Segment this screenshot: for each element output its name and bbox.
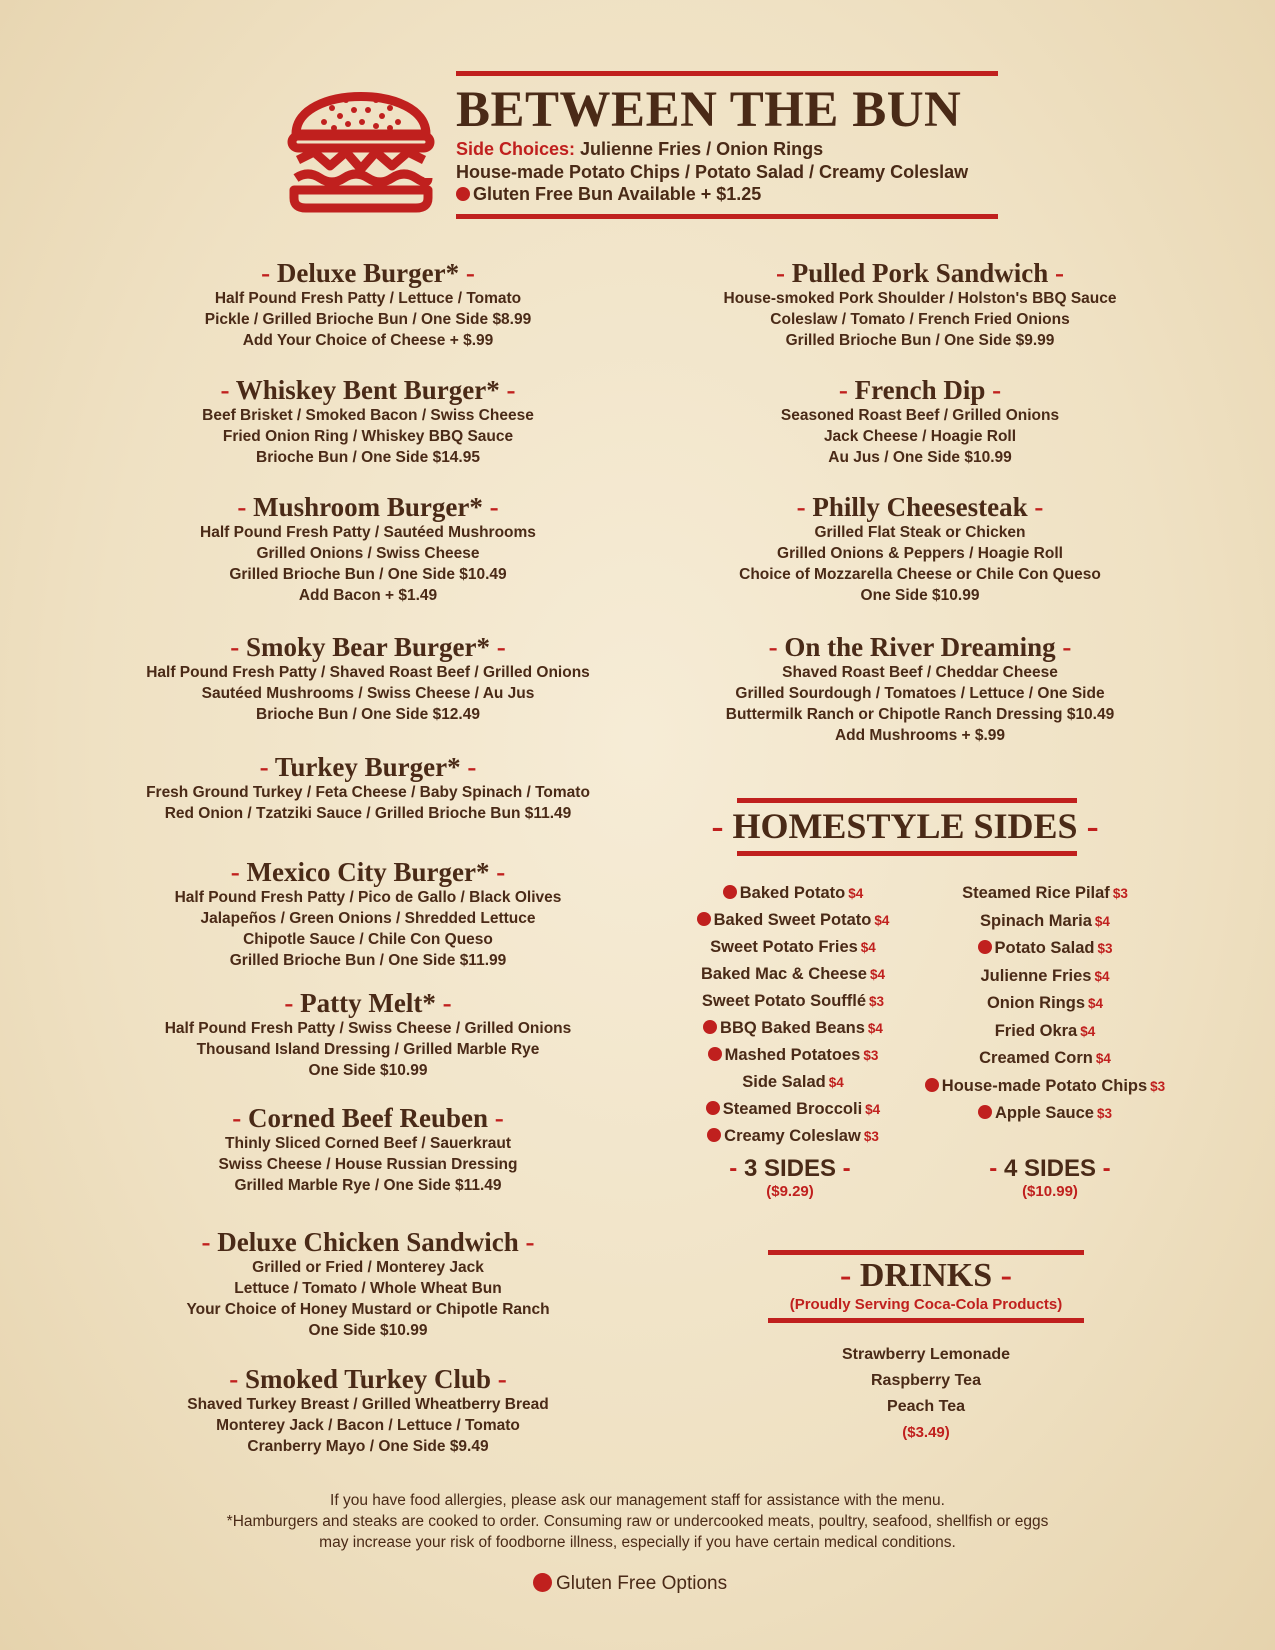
menu-item-description: Half Pound Fresh Patty / Swiss Cheese / Grilled Onions: [164, 1020, 572, 1037]
drink-item: Raspberry Tea: [871, 1372, 981, 1389]
menu-item-description: Shaved Roast Beef / Cheddar Cheese: [782, 664, 1058, 681]
menu-item-description: Brioche Bun / One Side $12.49: [256, 706, 480, 723]
menu-item-description: Seasoned Roast Beef / Grilled Onions: [780, 407, 1060, 424]
side-item-name: Onion Rings: [986, 994, 1086, 1012]
menu-item: [108, 988, 628, 1081]
menu-item-description: Pickle / Grilled Brioche Bun / One Side $8.99: [204, 311, 532, 328]
side-item: [910, 1073, 1180, 1101]
side-item-price: $3: [863, 1129, 879, 1144]
side-item: [668, 880, 918, 907]
side-item-name: Baked Mac & Cheese: [700, 965, 867, 983]
side-item-price: $4: [1094, 968, 1110, 984]
gluten-free-icon: [978, 1105, 992, 1119]
side-item-price: $4: [1094, 913, 1110, 929]
side-item-price: $4: [1080, 1023, 1096, 1039]
gluten-free-bun-text: Gluten Free Bun Available + $1.25: [473, 184, 762, 204]
drinks-title: - DRINKS -: [840, 1257, 1012, 1294]
menu-item-description: House-smoked Pork Shoulder / Holston's BBQ Sauce: [723, 290, 1117, 307]
menu-item-title: - Mushroom Burger* -: [237, 492, 499, 522]
side-item: [910, 908, 1180, 936]
footer-warning-line2: may increase your risk of foodborne illness, especially if you have certain medical conditions.: [319, 1534, 956, 1551]
side-item-price: $4: [860, 940, 876, 955]
side-item-name: Creamed Corn: [979, 1049, 1093, 1067]
menu-item-description: Grilled Onions & Peppers / Hoagie Roll: [777, 545, 1063, 562]
side-item: [910, 963, 1180, 991]
gluten-free-icon: [925, 1078, 939, 1092]
gluten-free-bun-line: [456, 183, 998, 206]
sides-top-rule: [737, 798, 1077, 803]
three-sides: - 3 SIDES - ($9.29): [690, 1155, 890, 1200]
footer-allergy-line: If you have food allergies, please ask our management staff for assistance with the menu.: [330, 1492, 945, 1509]
gluten-free-icon: [533, 1573, 552, 1592]
side-item: [910, 1100, 1180, 1128]
side-item-name: Steamed Broccoli: [722, 1100, 863, 1118]
menu-item-title: - Pulled Pork Sandwich -: [775, 258, 1065, 288]
side-item: [668, 988, 918, 1015]
gluten-free-icon: [456, 187, 470, 201]
drinks-list: [780, 1342, 1072, 1446]
side-item-price: $3: [1150, 1078, 1166, 1094]
side-item-name: Spinach Maria: [980, 911, 1092, 930]
menu-item-description: Fresh Ground Turkey / Feta Cheese / Baby Spinach / Tomato: [146, 784, 590, 801]
menu-item: [108, 1227, 628, 1341]
menu-item-title: - Whiskey Bent Burger* -: [220, 375, 516, 405]
menu-item-description: Grilled Onions / Swiss Cheese: [256, 545, 480, 562]
menu-item-description: Choice of Mozzarella Cheese or Chile Con Queso: [739, 566, 1101, 583]
menu-item-title: - Mexico City Burger* -: [230, 857, 506, 887]
menu-item-description: Fried Onion Ring / Whiskey BBQ Sauce: [222, 428, 514, 445]
side-item-name: Julienne Fries: [980, 966, 1092, 985]
side-item-name: BBQ Baked Beans: [720, 1019, 865, 1037]
side-item-price: $4: [848, 886, 864, 901]
side-item-price: $4: [867, 1021, 883, 1036]
menu-item-title: - On the River Dreaming -: [768, 632, 1072, 662]
four-sides-label: 4 SIDES: [1003, 1155, 1097, 1182]
footer-notice: [100, 1490, 1175, 1553]
gluten-free-icon: [703, 1020, 717, 1034]
menu-item: [108, 375, 628, 468]
side-item: [668, 907, 918, 934]
menu-item-description: Add Your Choice of Cheese + $.99: [242, 332, 494, 349]
side-item-price: $4: [874, 913, 890, 928]
menu-item-description: Jalapeños / Green Onions / Shredded Lettuce: [200, 910, 536, 927]
header-box: [456, 71, 998, 219]
side-item-price: $4: [828, 1075, 844, 1090]
menu-item-description: Brioche Bun / One Side $14.95: [256, 449, 480, 466]
page-title: BETWEEN THE BUN: [456, 82, 962, 138]
sides-bottom-rule: [737, 851, 1077, 856]
side-item-name: Mashed Potatoes: [724, 1046, 861, 1064]
menu-item-description: Cranberry Mayo / One Side $9.49: [247, 1438, 489, 1455]
side-choices-label: Side Choices:: [456, 139, 576, 159]
gluten-free-icon: [706, 1101, 720, 1115]
menu-item-title: - French Dip -: [838, 375, 1002, 405]
menu-item-description: Half Pound Fresh Patty / Pico de Gallo / Black Olives: [174, 889, 562, 906]
homestyle-sides-title: - HOMESTYLE SIDES -: [711, 806, 1099, 846]
sides-list-right: [910, 880, 1180, 1128]
menu-item-description: Add Bacon + $1.49: [298, 587, 438, 604]
menu-item-description: Grilled Marble Rye / One Side $11.49: [234, 1177, 502, 1194]
menu-item-description: Monterey Jack / Bacon / Lettuce / Tomato: [216, 1417, 520, 1434]
side-item: [910, 1045, 1180, 1073]
side-choices-text: Julienne Fries / Onion Rings: [580, 139, 824, 159]
side-item-name: Fried Okra: [994, 1021, 1078, 1040]
side-item-name: House-made Potato Chips: [941, 1076, 1148, 1095]
side-item: [910, 880, 1180, 908]
menu-item-description: Half Pound Fresh Patty / Lettuce / Tomato: [214, 290, 522, 307]
menu-item: [660, 492, 1180, 606]
menu-item: [108, 752, 628, 824]
side-item: [668, 1069, 918, 1096]
menu-item-description: Jack Cheese / Hoagie Roll: [823, 428, 1017, 445]
side-item-price: $3: [1097, 1106, 1113, 1121]
drinks-price: ($3.49): [902, 1424, 950, 1441]
menu-item-description: Grilled or Fried / Monterey Jack: [252, 1259, 484, 1276]
menu-item-description: Grilled Brioche Bun / One Side $9.99: [785, 332, 1055, 349]
menu-item: [660, 375, 1180, 468]
menu-item-description: Add Mushrooms + $.99: [834, 727, 1006, 744]
side-item-price: $4: [865, 1102, 881, 1117]
menu-item-description: Buttermilk Ranch or Chipotle Ranch Dressing $10.49: [725, 706, 1115, 723]
menu-item-description: Grilled Flat Steak or Chicken: [814, 524, 1026, 541]
menu-item-description: Half Pound Fresh Patty / Sautéed Mushrooms: [200, 524, 536, 541]
menu-item-description: Beef Brisket / Smoked Bacon / Swiss Cheese: [202, 407, 534, 424]
header-bottom-rule: [456, 214, 998, 219]
menu-item-description: Red Onion / Tzatziki Sauce / Grilled Brioche Bun $11.49: [164, 805, 572, 822]
menu-item-title: - Turkey Burger* -: [259, 752, 477, 782]
three-sides-price: ($9.29): [766, 1183, 814, 1200]
side-item: [668, 1015, 918, 1042]
menu-item-description: Thinly Sliced Corned Beef / Sauerkraut: [225, 1135, 511, 1152]
menu-item-description: One Side $10.99: [308, 1062, 428, 1079]
side-item-name: Potato Salad: [994, 939, 1095, 957]
side-item: [668, 934, 918, 961]
header-top-rule: [456, 71, 998, 76]
three-sides-label: 3 SIDES: [743, 1155, 837, 1182]
menu-item-description: Thousand Island Dressing / Grilled Marble Rye: [196, 1041, 540, 1058]
drinks-bottom-rule: [768, 1318, 1084, 1323]
burger-icon: [286, 74, 436, 214]
gluten-free-icon: [707, 1128, 721, 1142]
four-sides-price: ($10.99): [1022, 1183, 1078, 1200]
menu-item: [108, 1364, 628, 1457]
menu-item-description: One Side $10.99: [308, 1322, 428, 1339]
menu-item-title: - Philly Cheesesteak -: [796, 492, 1044, 522]
gluten-free-icon: [708, 1047, 722, 1061]
menu-item: [108, 857, 628, 971]
gluten-free-icon: [723, 885, 737, 899]
side-item-name: Sweet Potato Soufflé: [701, 992, 867, 1010]
menu-item-title: - Deluxe Chicken Sandwich -: [201, 1227, 535, 1257]
menu-item: [108, 258, 628, 351]
menu-item-description: Grilled Sourdough / Tomatoes / Lettuce / One Side: [735, 685, 1105, 702]
side-item-price: $3: [863, 1048, 879, 1063]
side-item-price: $4: [1088, 996, 1104, 1011]
side-item: [910, 935, 1180, 963]
menu-item-description: Au Jus / One Side $10.99: [828, 449, 1012, 466]
menu-item-description: Swiss Cheese / House Russian Dressing: [218, 1156, 518, 1173]
side-item-price: $3: [1097, 941, 1113, 956]
menu-item-description: One Side $10.99: [860, 587, 980, 604]
menu-item-description: Shaved Turkey Breast / Grilled Wheatberry Bread: [187, 1396, 549, 1413]
menu-item: [660, 258, 1180, 351]
menu-item-title: - Patty Melt* -: [284, 988, 452, 1018]
side-item: [910, 1018, 1180, 1046]
side-item-name: Baked Potato: [739, 884, 846, 902]
side-item-price: $4: [1095, 1051, 1111, 1066]
side-item-name: Sweet Potato Fries: [710, 938, 858, 956]
menu-item-description: Grilled Brioche Bun / One Side $10.49: [229, 566, 507, 583]
side-item-name: Creamy Coleslaw: [724, 1127, 861, 1145]
side-choices-line2: House-made Potato Chips / Potato Salad / Creamy Coleslaw: [456, 161, 969, 182]
side-choices-line1: [456, 138, 998, 161]
menu-item: [108, 492, 628, 606]
drinks-subtitle: (Proudly Serving Coca-Cola Products): [789, 1296, 1063, 1313]
footer-warning-line: *Hamburgers and steaks are cooked to order. Consuming raw or undercooked meats, poultry, seafood, shellfish or eggs: [226, 1513, 1049, 1530]
gluten-free-legend-text: Gluten Free Options: [556, 1573, 728, 1594]
side-item-name: Steamed Rice Pilaf: [962, 884, 1110, 902]
menu-item: [108, 632, 628, 725]
side-item-name: Side Salad: [742, 1073, 826, 1091]
menu-item-title: - Smoky Bear Burger* -: [230, 632, 506, 662]
menu-item-description: Sautéed Mushrooms / Swiss Cheese / Au Jus: [201, 685, 535, 702]
menu-item: [660, 632, 1180, 746]
menu-item-description: Your Choice of Honey Mustard or Chipotle Ranch: [186, 1301, 550, 1318]
menu-item-description: Coleslaw / Tomato / French Fried Onions: [770, 311, 1070, 328]
drinks-top-rule: [768, 1250, 1084, 1255]
four-sides: - 4 SIDES - ($10.99): [950, 1155, 1150, 1200]
menu-item-description: Lettuce / Tomato / Whole Wheat Bun: [234, 1280, 502, 1297]
gluten-free-icon: [697, 912, 711, 926]
menu-item: [108, 1103, 628, 1196]
side-item: [668, 1042, 918, 1069]
side-item-name: Apple Sauce: [994, 1104, 1094, 1122]
drink-item: Peach Tea: [887, 1398, 965, 1415]
side-item-price: $4: [869, 967, 886, 982]
side-item: [668, 961, 918, 988]
menu-item-description: Half Pound Fresh Patty / Shaved Roast Beef / Grilled Onions: [146, 664, 590, 681]
side-item: [668, 1123, 918, 1150]
gluten-free-legend: [533, 1573, 727, 1595]
side-item-price: $3: [1112, 886, 1128, 901]
menu-item-description: Chipotle Sauce / Chile Con Queso: [243, 931, 493, 948]
gluten-free-icon: [978, 940, 992, 954]
side-item: [668, 1096, 918, 1123]
sides-list-left: [668, 880, 918, 1150]
drink-item: Strawberry Lemonade: [841, 1346, 1011, 1363]
menu-item-title: - Corned Beef Reuben -: [232, 1103, 504, 1133]
side-item: [910, 990, 1180, 1018]
menu-item-title: - Deluxe Burger* -: [261, 258, 475, 288]
menu-item-title: - Smoked Turkey Club -: [229, 1364, 507, 1394]
menu-item-description: Grilled Brioche Bun / One Side $11.99: [229, 952, 507, 969]
side-item-price: $3: [869, 994, 885, 1009]
side-item-name: Baked Sweet Potato: [713, 911, 872, 929]
